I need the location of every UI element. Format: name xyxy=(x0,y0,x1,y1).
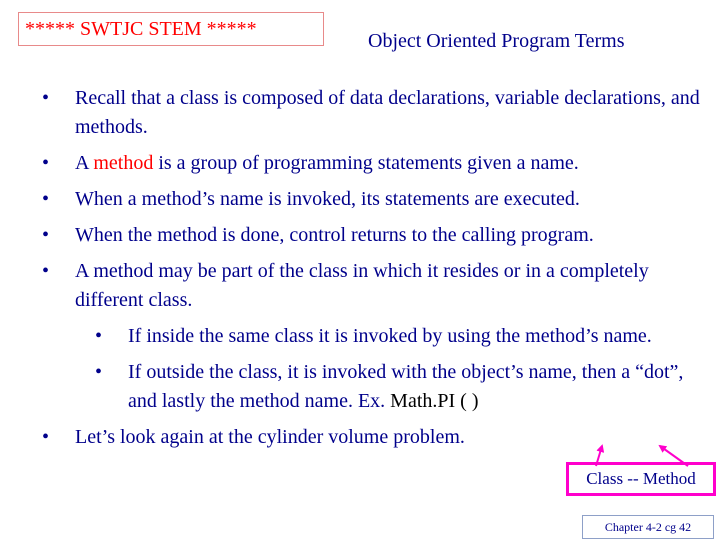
bullet-text-pre: A xyxy=(75,152,94,174)
bullet-item-control-returns xyxy=(0,221,720,250)
bullet-dot: • xyxy=(42,224,50,246)
bullet-item-class-composition xyxy=(0,84,720,142)
bullet-text: Recall that a class is composed of data declarations, variable declarations, and methods. xyxy=(75,87,700,138)
class-method-callout: Class -- Method xyxy=(566,462,716,496)
sub-bullet-outside-class xyxy=(0,358,720,416)
bullet-dot: • xyxy=(42,188,50,210)
slide-footer: Chapter 4-2 cg 42 xyxy=(582,515,714,539)
slide-title: Object Oriented Program Terms xyxy=(368,30,625,52)
bullet-item-method-invoked xyxy=(0,185,720,214)
bullet-text-pre: If outside the class, it is invoked with the object’s name, then a “dot”, and lastly the method name. Ex. xyxy=(128,361,684,412)
bullet-text: If inside the same class it is invoked by using the method’s name. xyxy=(128,325,652,347)
bullet-dot: • xyxy=(42,87,50,109)
bullet-dot: • xyxy=(42,152,50,174)
bullet-item-cylinder-problem xyxy=(0,423,720,452)
sub-bullet-same-class xyxy=(0,322,720,351)
stem-header-tag: ***** SWTJC STEM ***** xyxy=(18,12,324,46)
bullet-dot: • xyxy=(42,426,50,448)
bullet-dot: • xyxy=(42,260,50,282)
bullet-item-method-definition xyxy=(0,149,720,178)
bullet-text: When the method is done, control returns to the calling program. xyxy=(75,224,594,246)
bullet-list xyxy=(0,84,720,459)
bullet-text: When a method’s name is invoked, its statements are executed. xyxy=(75,188,580,210)
method-highlight: method xyxy=(93,152,154,174)
bullet-text: A method may be part of the class in which it resides or in a completely different class. xyxy=(75,260,649,311)
bullet-text-post: is a group of programming statements given a name. xyxy=(153,152,579,174)
bullet-dot: • xyxy=(95,361,103,383)
code-example: Math.PI ( ) xyxy=(390,390,479,412)
bullet-dot: • xyxy=(95,325,103,347)
bullet-item-method-location xyxy=(0,257,720,315)
bullet-text: Let’s look again at the cylinder volume problem. xyxy=(75,426,465,448)
